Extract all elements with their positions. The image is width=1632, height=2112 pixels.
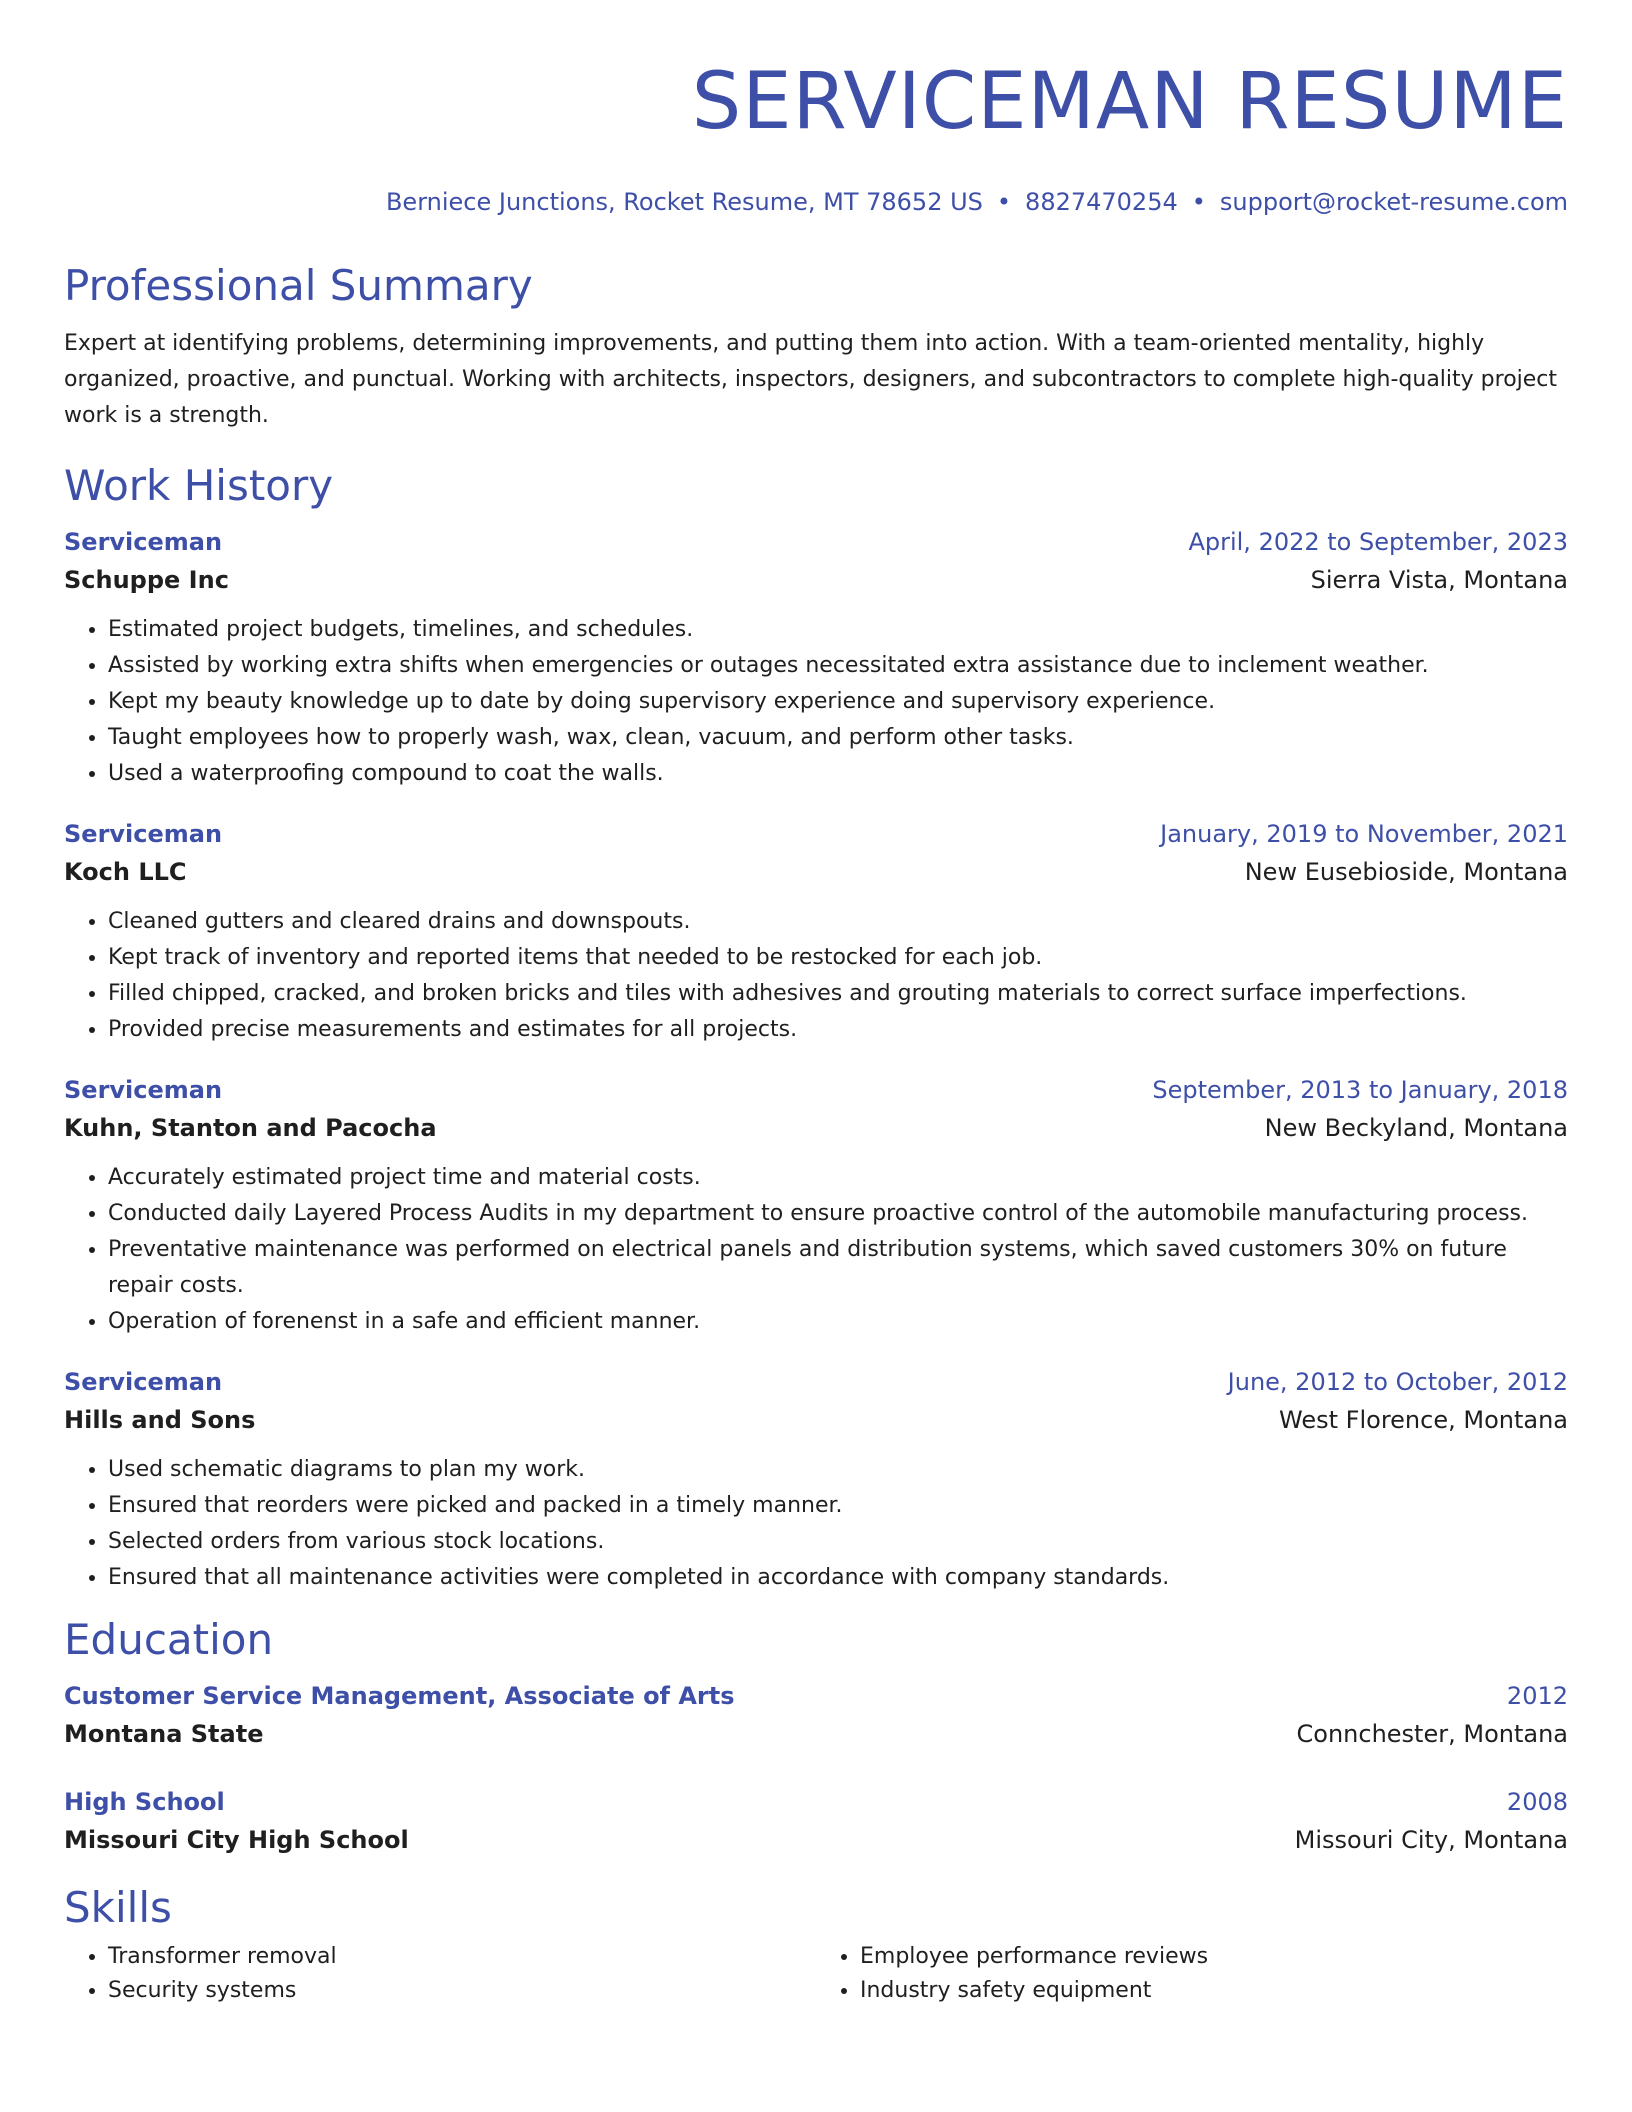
job-dates: September, 2013 to January, 2018: [1152, 1076, 1568, 1104]
school-location: Missouri City, Montana: [1294, 1826, 1568, 1854]
bullet-item: • Kept my beauty knowledge up to date by doing supervisory experience and supervisory experience.: [108, 684, 1568, 720]
bullet-item: • Conducted daily Layered Process Audits in my department to ensure proactive control of the automobile manufacturing process.: [108, 1196, 1568, 1232]
education-entry: [64, 1784, 1568, 1860]
job-company-row: [64, 1108, 1568, 1148]
work-history-list: [64, 524, 1568, 1596]
bullet-item: • Estimated project budgets, timelines, and schedules.: [108, 612, 1568, 648]
skills-heading: Skills: [64, 1883, 172, 1932]
bullet-item: • Used schematic diagrams to plan my work.: [108, 1452, 1568, 1488]
bullet-item: • Kept track of inventory and reported items that needed to be restocked for each job.: [108, 940, 1568, 976]
skills-column-right: [816, 1940, 1568, 2008]
bullet-item: • Cleaned gutters and cleared drains and downspouts.: [108, 904, 1568, 940]
bullet-item: • Accurately estimated project time and material costs.: [108, 1160, 1568, 1196]
education-header-row: [64, 1784, 1568, 1820]
job-location: New Beckyland, Montana: [1264, 1114, 1568, 1142]
school-location: Connchester, Montana: [1296, 1720, 1568, 1748]
address-text: Berniece Junctions, Rocket Resume, MT 78652 US: [385, 188, 983, 216]
separator-dot: •: [996, 188, 1012, 216]
education-year: 2008: [1506, 1788, 1568, 1816]
job-location: New Eusebioside, Montana: [1244, 858, 1568, 886]
job-company-row: [64, 1400, 1568, 1440]
job-bullets: [64, 612, 1568, 792]
bullet-item: • Preventative maintenance was performed on electrical panels and distribution systems, which saved customers 30% on future repair costs.: [108, 1232, 1568, 1304]
job-entry: [64, 816, 1568, 1048]
bullet-item: • Taught employees how to properly wash, wax, clean, vacuum, and perform other tasks.: [108, 720, 1568, 756]
job-entry: [64, 524, 1568, 792]
bullet-item: • Ensured that reorders were picked and packed in a timely manner.: [108, 1488, 1568, 1524]
job-bullets: [64, 1160, 1568, 1340]
degree-name: Customer Service Management, Associate of Arts: [64, 1682, 735, 1710]
skill-item: • Security systems: [108, 1974, 816, 2008]
job-title: Serviceman: [64, 528, 223, 556]
job-dates: January, 2019 to November, 2021: [1160, 820, 1568, 848]
education-entry: [64, 1678, 1568, 1754]
bullet-item: • Provided precise measurements and estimates for all projects.: [108, 1012, 1568, 1048]
school-name: Montana State: [64, 1720, 264, 1748]
company-name: Hills and Sons: [64, 1406, 256, 1434]
bullet-item: • Assisted by working extra shifts when emergencies or outages necessitated extra assistance due to inclement weather.: [108, 648, 1568, 684]
skills-list: [64, 1934, 1568, 2008]
skill-item: • Transformer removal: [108, 1940, 816, 1974]
separator-dot: •: [1191, 188, 1206, 216]
job-dates: April, 2022 to September, 2023: [1188, 528, 1568, 556]
company-name: Schuppe Inc: [64, 566, 229, 594]
bullet-item: • Selected orders from various stock locations.: [108, 1524, 1568, 1560]
email-link[interactable]: support@rocket-resume.com: [1219, 188, 1568, 216]
education-school-row: [64, 1714, 1568, 1754]
company-name: Kuhn, Stanton and Pacocha: [64, 1114, 437, 1142]
skills-column-left: [64, 1940, 816, 2008]
job-header-row: [64, 524, 1568, 560]
skill-item: • Employee performance reviews: [860, 1940, 1568, 1974]
bullet-item: • Used a waterproofing compound to coat the walls.: [108, 756, 1568, 792]
bullet-item: • Ensured that all maintenance activities were completed in accordance with company standards.: [108, 1560, 1568, 1596]
job-header-row: [64, 1072, 1568, 1108]
job-title: Serviceman: [64, 1076, 223, 1104]
job-entry: [64, 1364, 1568, 1596]
job-dates: June, 2012 to October, 2012: [1227, 1368, 1568, 1396]
job-bullets: [64, 1452, 1568, 1596]
summary-text: Expert at identifying problems, determining improvements, and putting them into action. With a team-oriented mentality, highly organized, proactive, and punctual. Working with architects, inspectors, designers, and subcontractors to complete high-quality project work is a strength.: [64, 331, 1558, 428]
job-title: Serviceman: [64, 1368, 223, 1396]
summary-heading: Professional Summary: [64, 261, 533, 310]
education-list: [64, 1678, 1568, 1860]
job-entry: [64, 1072, 1568, 1340]
job-header-row: [64, 816, 1568, 852]
job-company-row: [64, 560, 1568, 600]
bullet-item: • Filled chipped, cracked, and broken bricks and tiles with adhesives and grouting materials to correct surface imperfections.: [108, 976, 1568, 1012]
job-location: Sierra Vista, Montana: [1310, 566, 1568, 594]
job-bullets: [64, 904, 1568, 1048]
job-location: West Florence, Montana: [1279, 1406, 1568, 1434]
skill-item: • Industry safety equipment: [860, 1974, 1568, 2008]
work-history-heading: Work History: [64, 461, 334, 510]
education-heading: Education: [64, 1615, 274, 1664]
resume-title: SERVICEMAN RESUME: [691, 57, 1568, 147]
school-name: Missouri City High School: [64, 1826, 409, 1854]
phone-text: 8827470254: [1025, 188, 1178, 216]
education-header-row: [64, 1678, 1568, 1714]
company-name: Koch LLC: [64, 858, 187, 886]
education-year: 2012: [1506, 1682, 1568, 1710]
job-header-row: [64, 1364, 1568, 1400]
education-school-row: [64, 1820, 1568, 1860]
contact-line: [64, 186, 1568, 218]
job-title: Serviceman: [64, 820, 223, 848]
job-company-row: [64, 852, 1568, 892]
degree-name: High School: [64, 1788, 225, 1816]
bullet-item: • Operation of forenenst in a safe and efficient manner.: [108, 1304, 1568, 1340]
